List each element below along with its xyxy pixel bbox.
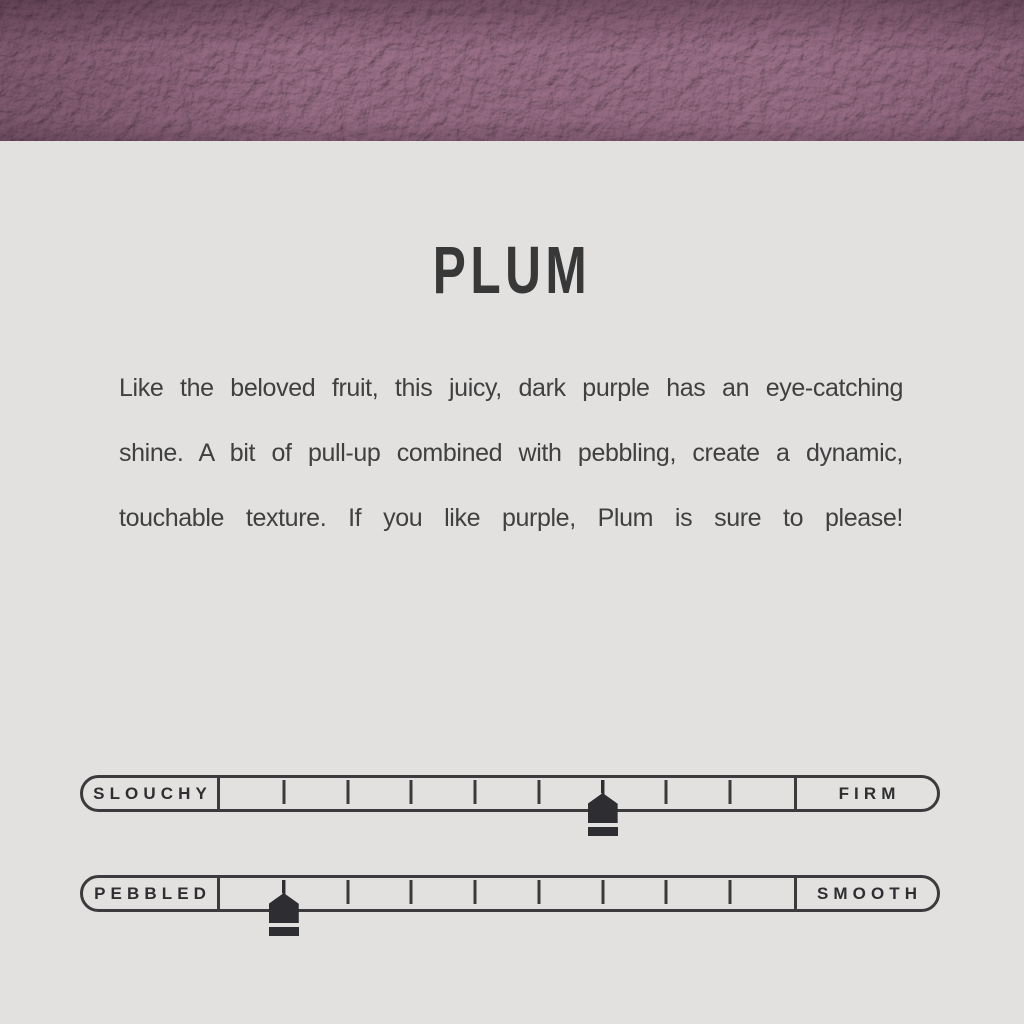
scale-tick — [729, 880, 732, 904]
color-description — [119, 356, 903, 551]
scale-tick — [601, 880, 604, 904]
description-line: Like the beloved fruit, this juicy, dark purple has an eye-catching — [119, 374, 903, 402]
scale-tick — [474, 880, 477, 904]
description-line: touchable texture. If you like purple, Plum is sure to please! — [119, 504, 903, 532]
scale-left-label: SLOUCHY — [83, 778, 220, 809]
description-line: shine. A bit of pull-up combined with pebbling, create a dynamic, — [119, 439, 903, 467]
scale-tick — [665, 880, 668, 904]
scale-right-label: SMOOTH — [794, 878, 937, 909]
scale-track — [220, 878, 794, 909]
scale-tick — [346, 780, 349, 804]
scale-track — [220, 778, 794, 809]
scale-right-label: FIRM — [794, 778, 937, 809]
scale-tick — [537, 780, 540, 804]
scale-tick — [282, 780, 285, 804]
attribute-scale-slouchy-firm — [80, 775, 940, 812]
scale-marker — [588, 780, 618, 836]
scale-tick — [537, 880, 540, 904]
scale-tick — [729, 780, 732, 804]
page-title — [0, 233, 1024, 308]
marker-bar — [269, 927, 299, 936]
attribute-scale-pebbled-smooth — [80, 875, 940, 912]
color-name: PLUM — [432, 233, 592, 308]
scale-left-label: PEBBLED — [83, 878, 220, 909]
scale-tick — [410, 880, 413, 904]
scale-tick — [665, 780, 668, 804]
marker-nib-icon — [269, 893, 299, 923]
marker-stem — [601, 780, 604, 793]
leather-texture-photo — [0, 0, 1024, 141]
marker-stem — [282, 880, 285, 893]
scale-tick — [474, 780, 477, 804]
marker-bar — [588, 827, 618, 836]
scale-marker — [269, 880, 299, 936]
scale-tick — [410, 780, 413, 804]
scale-tick — [346, 880, 349, 904]
marker-nib-icon — [588, 793, 618, 823]
